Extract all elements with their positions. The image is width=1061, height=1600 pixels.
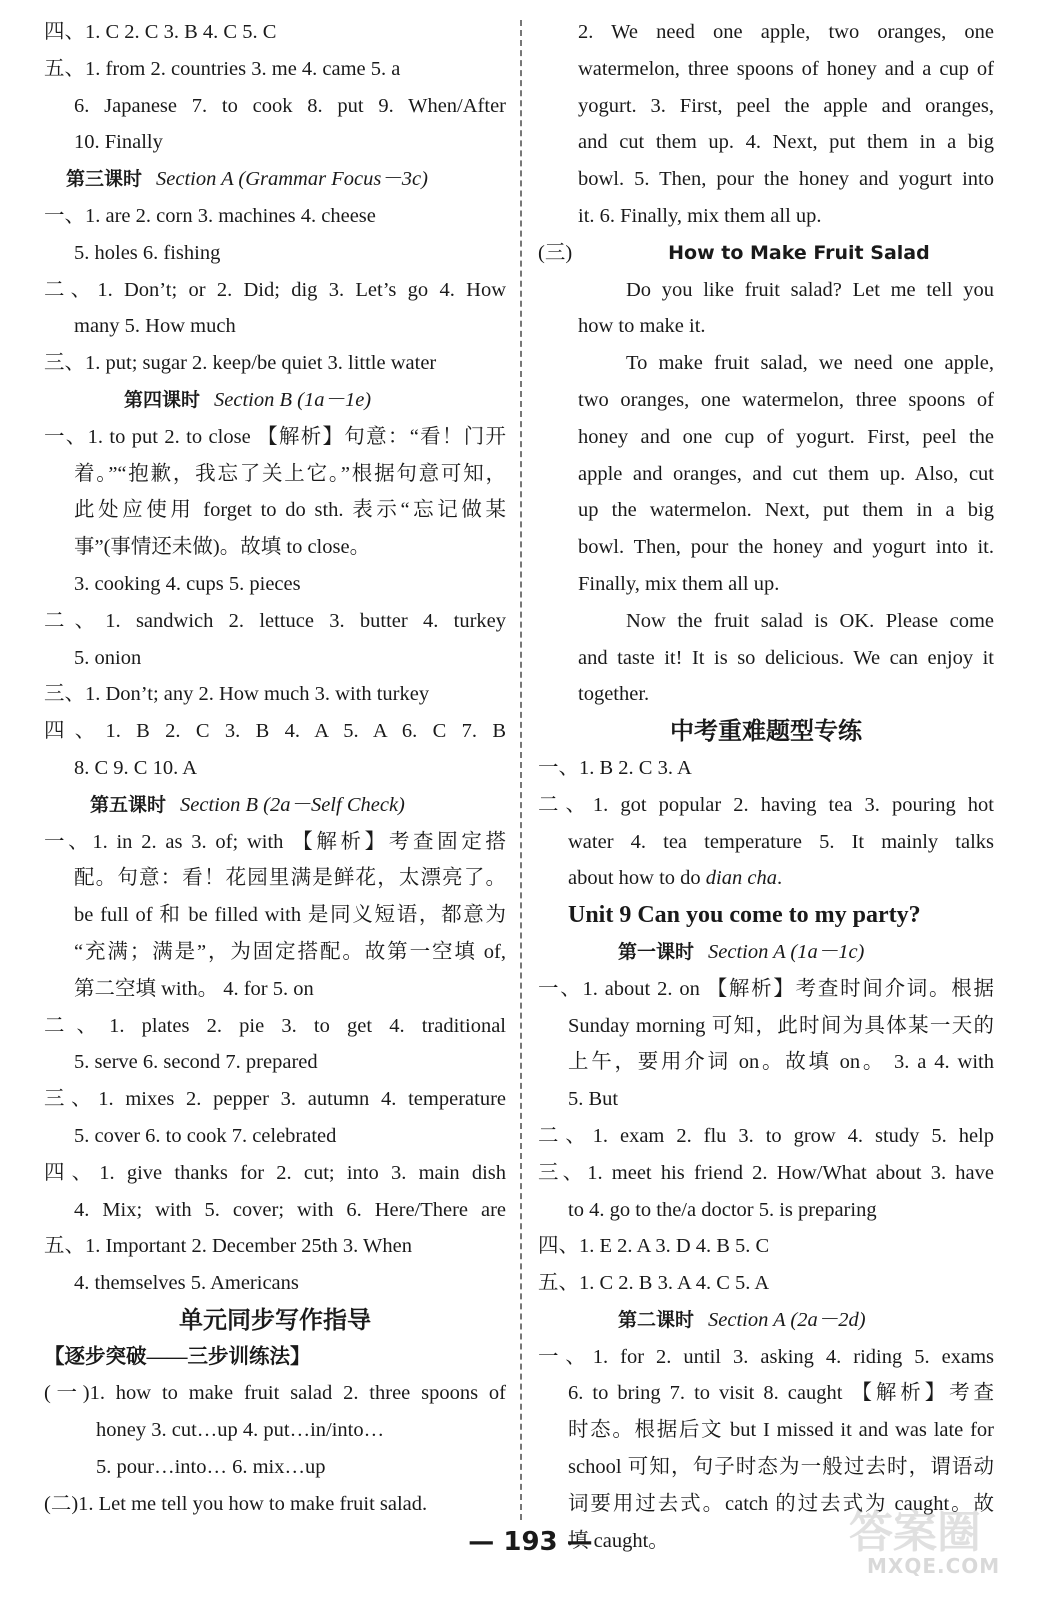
answer-line: 5. holes 6. fishing — [74, 241, 221, 264]
answer-line: 三、1. meet his friend 2. How/What about 3. have — [538, 1161, 994, 1184]
lesson-heading: 第四课时 Section B (1a－1e) — [124, 388, 372, 411]
answer-line: 四、1. C 2. C 3. B 4. C 5. C — [44, 21, 277, 43]
essay-line: Do you like fruit salad? Let me tell you — [626, 278, 994, 301]
lesson-heading: 第三课时 Section A (Grammar Focus－3c) — [66, 168, 428, 191]
answer-line: and cut them up. 4. Next, put them in a big — [578, 131, 994, 154]
answer-line: 四、1. B 2. C 3. B 4. A 5. A 6. C 7. B — [44, 720, 506, 743]
answer-line: honey 3. cut…up 4. put…in/into… — [96, 1419, 385, 1442]
essay-line: To make fruit salad, we need one apple, — [626, 352, 994, 375]
answer-line: 6. to bring 7. to visit 8. caught 【解析】考查 — [568, 1382, 994, 1405]
answer-line: many 5. How much — [74, 315, 236, 338]
answer-line: 四、1. E 2. A 3. D 4. B 5. C — [538, 1235, 770, 1258]
answer-line: 5. But — [568, 1088, 619, 1111]
lesson-heading: 第二课时 Section A (2a－2d) — [618, 1308, 866, 1331]
answer-line: (一)1. how to make fruit salad 2. three spoons of — [44, 1382, 506, 1405]
answer-line: it. 6. Finally, mix them all up. — [578, 204, 822, 227]
page-number: — 193 — — [468, 1527, 593, 1557]
answer-line: 5. onion — [74, 646, 142, 669]
answer-line: yogurt. 3. First, peel the apple and oranges, — [578, 94, 994, 117]
answer-line: 3. cooking 4. cups 5. pieces — [74, 572, 301, 595]
essay-line: how to make it. — [578, 315, 706, 338]
answer-line: 一、1. about 2. on 【解析】考查时间介词。根据 — [538, 977, 994, 1000]
answer-line: 8. C 9. C 10. A — [74, 756, 198, 779]
answer-line: 5. serve 6. second 7. prepared — [74, 1051, 318, 1074]
lesson-heading: 第一课时 Section A (1a－1c) — [618, 940, 865, 963]
section-heading: 单元同步写作指导 — [179, 1305, 371, 1334]
answer-line: 三、1. Don’t; any 2. How much 3. with turkey — [44, 683, 430, 706]
essay-line: Now the fruit salad is OK. Please come — [626, 609, 994, 632]
explanation-line: 上午，要用介词 on。故填 on。 3. a 4. with — [568, 1051, 994, 1074]
answer-line: 5. cover 6. to cook 7. celebrated — [74, 1124, 337, 1147]
watermark-logo-text: 答案圈 — [849, 1507, 981, 1558]
answer-line: 二、1. sandwich 2. lettuce 3. butter 4. turkey — [44, 609, 506, 632]
right-column — [538, 14, 994, 1559]
answer-line: 五、1. Important 2. December 25th 3. When — [44, 1235, 412, 1258]
essay-line: Finally, mix them all up. — [578, 572, 780, 595]
lesson-heading: 第五课时 Section B (2a－Self Check) — [90, 793, 405, 816]
explanation-line: 此处应使用 forget to do sth. 表示“忘记做某 — [74, 499, 506, 522]
answer-line: 10. Finally — [74, 131, 163, 154]
answer-line: 五、1. C 2. B 3. A 4. C 5. A — [538, 1272, 770, 1295]
essay-line: up the watermelon. Next, put them in a big — [578, 499, 994, 522]
answer-line: water 4. tea temperature 5. It mainly talks — [568, 830, 994, 853]
answer-line: 2. We need one apple, two oranges, one — [578, 21, 994, 43]
answer-line: 4. Mix; with 5. cover; with 6. Here/There are — [74, 1198, 506, 1221]
explanation-line: Sunday morning 可知，此时间为具体某一天的 — [568, 1014, 994, 1037]
explanation-line: “充满；满是”，为固定搭配。故第一空填 of, — [74, 940, 506, 963]
essay-title-row — [538, 235, 994, 272]
answer-line: 二、1. exam 2. flu 3. to grow 4. study 5. help — [538, 1124, 994, 1147]
explanation-line: 词要用过去式。catch 的过去式为 caught。故 — [568, 1492, 994, 1515]
answer-line: bowl. 5. Then, pour the honey and yogurt into — [578, 168, 994, 191]
explanation-line: 时态。根据后文 but I missed it and was late for — [568, 1419, 994, 1442]
answer-line: 一、1. in 2. as 3. of; with 【解析】考查固定搭 — [44, 830, 506, 853]
answer-line: 四、1. give thanks for 2. cut; into 3. main dish — [44, 1161, 506, 1184]
section-heading: 中考重难题型专练 — [670, 717, 862, 746]
explanation-line: 着。”“抱歉，我忘了关上它。”根据句意可知， — [74, 462, 506, 485]
explanation-line: 第二空填 with。 4. for 5. on — [74, 977, 314, 1000]
essay-line: two oranges, one watermelon, three spoons of — [578, 388, 994, 411]
essay-line: together. — [578, 683, 650, 706]
explanation-line: be full of 和 be filled with 是同义短语，都意为 — [74, 904, 506, 927]
essay-line: apple and oranges, and cut them up. Also, cut — [578, 462, 994, 485]
part-marker: (三) — [538, 241, 573, 264]
answer-line: 五、1. from 2. countries 3. me 4. came 5. a — [44, 57, 401, 80]
answer-line: 4. themselves 5. Americans — [74, 1272, 299, 1295]
answer-line: 5. pour…into… 6. mix…up — [96, 1456, 326, 1479]
answer-line: 一、1. are 2. corn 3. machines 4. cheese — [44, 204, 376, 227]
essay-line: bowl. Then, pour the honey and yogurt into it. — [578, 536, 994, 559]
column-divider — [520, 20, 522, 1520]
answer-line: about how to do dian cha. — [568, 867, 783, 890]
answer-line: 一、1. to put 2. to close 【解析】句意：“看！门开 — [44, 425, 506, 448]
essay-title: How to Make Fruit Salad — [668, 241, 930, 264]
answer-line: 二、1. Don’t; or 2. Did; dig 3. Let’s go 4. How — [44, 278, 506, 301]
explanation-line: school 可知，句子时态为一般过去时，谓语动 — [568, 1456, 994, 1479]
answer-line: 二、1. got popular 2. having tea 3. pouring hot — [538, 793, 994, 816]
watermark-logo — [839, 1496, 1019, 1582]
explanation-line: 配。句意：看！花园里满是鲜花，太漂亮了。 — [74, 867, 506, 890]
answer-line: 三、1. mixes 2. pepper 3. autumn 4. temperature — [44, 1088, 506, 1111]
answer-line: 一、1. B 2. C 3. A — [538, 756, 692, 779]
watermark-site: MXQE.COM — [867, 1554, 1001, 1578]
answer-line: 6. Japanese 7. to cook 8. put 9. When/After — [74, 94, 506, 117]
left-column — [44, 14, 506, 1523]
answer-line: (二)1. Let me tell you how to make fruit salad. — [44, 1492, 428, 1515]
answer-line: 一、1. for 2. until 3. asking 4. riding 5. exams — [538, 1345, 994, 1368]
unit-heading: Unit 9 Can you come to my party? — [568, 902, 921, 929]
essay-line: and taste it! It is so delicious. We can enjoy it — [578, 646, 994, 669]
answer-line: watermelon, three spoons of honey and a cup of — [578, 57, 994, 80]
explanation-line: 填 caught。 — [568, 1529, 669, 1552]
essay-line: honey and one cup of yogurt. First, peel the — [578, 425, 994, 448]
explanation-line: 事”(事情还未做)。故填 to close。 — [74, 536, 371, 559]
answer-line: 二、1. plates 2. pie 3. to get 4. traditional — [44, 1014, 506, 1037]
subsection-heading: 【逐步突破——三步训练法】 — [44, 1345, 311, 1368]
answer-line: 三、1. put; sugar 2. keep/be quiet 3. little water — [44, 352, 437, 375]
answer-line: to 4. go to the/a doctor 5. is preparing — [568, 1198, 877, 1221]
